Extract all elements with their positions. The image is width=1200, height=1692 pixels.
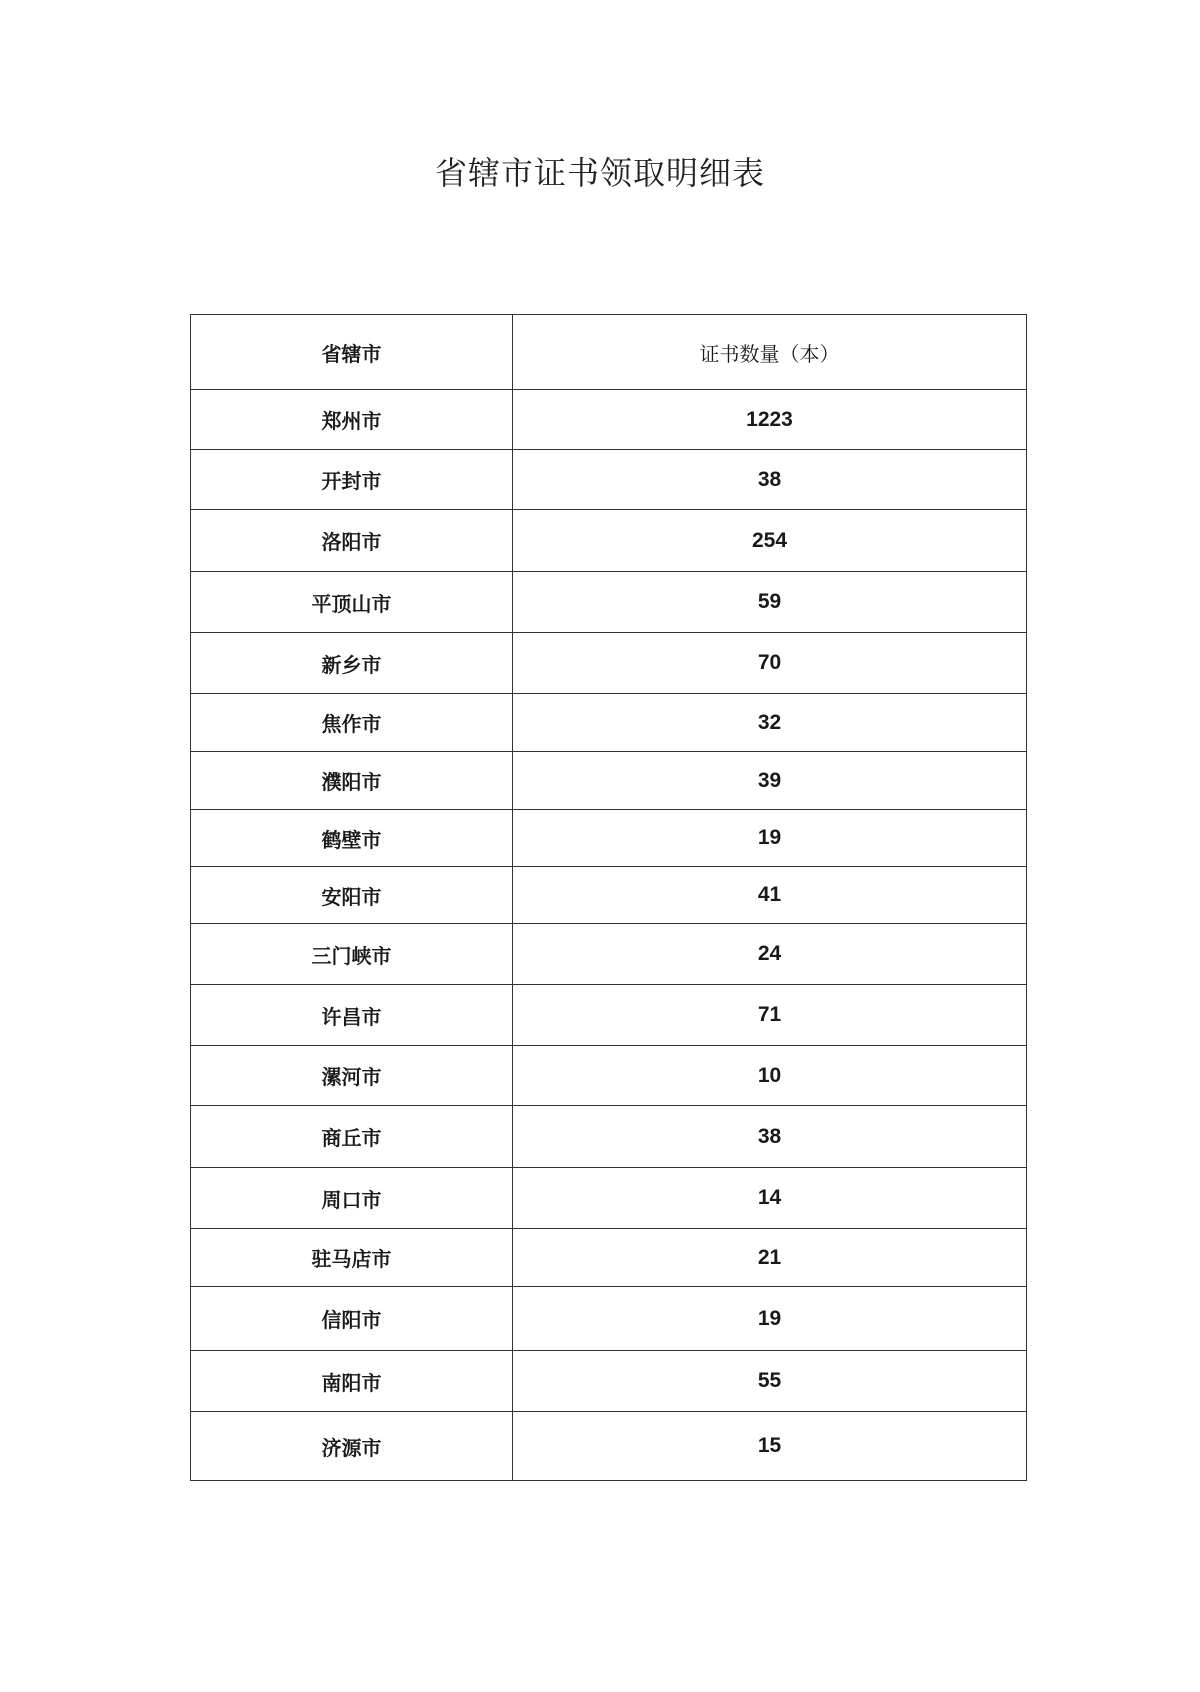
cell-count: 32 xyxy=(513,694,1027,752)
table-row xyxy=(191,1229,1027,1287)
table-row xyxy=(191,450,1027,510)
cell-count: 14 xyxy=(513,1168,1027,1229)
cell-city: 郑州市 xyxy=(191,390,513,450)
page-title: 省辖市证书领取明细表 xyxy=(434,154,765,192)
cell-city: 南阳市 xyxy=(191,1351,513,1412)
cell-city: 鹤壁市 xyxy=(191,810,513,867)
cell-city: 新乡市 xyxy=(191,633,513,694)
cell-city: 济源市 xyxy=(191,1412,513,1481)
cell-city: 濮阳市 xyxy=(191,752,513,810)
column-header-city: 省辖市 xyxy=(191,315,513,390)
table-row xyxy=(191,633,1027,694)
cell-city: 漯河市 xyxy=(191,1046,513,1106)
cell-count: 10 xyxy=(513,1046,1027,1106)
cell-count: 254 xyxy=(513,510,1027,572)
column-header-count: 证书数量（本） xyxy=(513,315,1027,390)
table-row xyxy=(191,752,1027,810)
cell-city: 商丘市 xyxy=(191,1106,513,1168)
cell-count: 15 xyxy=(513,1412,1027,1481)
table-row xyxy=(191,810,1027,867)
cell-count: 55 xyxy=(513,1351,1027,1412)
cell-count: 59 xyxy=(513,572,1027,633)
cell-city: 许昌市 xyxy=(191,985,513,1046)
table-header-row xyxy=(191,315,1027,390)
cell-city: 洛阳市 xyxy=(191,510,513,572)
cell-city: 平顶山市 xyxy=(191,572,513,633)
table-row xyxy=(191,1351,1027,1412)
cell-city: 安阳市 xyxy=(191,867,513,924)
table-row xyxy=(191,924,1027,985)
cell-count: 19 xyxy=(513,810,1027,867)
table-row xyxy=(191,572,1027,633)
table-row xyxy=(191,985,1027,1046)
cell-city: 开封市 xyxy=(191,450,513,510)
cell-city: 信阳市 xyxy=(191,1287,513,1351)
cell-count: 1223 xyxy=(513,390,1027,450)
table-row xyxy=(191,1168,1027,1229)
cell-count: 41 xyxy=(513,867,1027,924)
cell-city: 周口市 xyxy=(191,1168,513,1229)
table-body xyxy=(191,390,1027,1481)
cell-count: 24 xyxy=(513,924,1027,985)
cell-count: 71 xyxy=(513,985,1027,1046)
table-row xyxy=(191,694,1027,752)
table-row xyxy=(191,390,1027,450)
table-row xyxy=(191,867,1027,924)
certificate-table xyxy=(190,314,1027,1481)
cell-city: 三门峡市 xyxy=(191,924,513,985)
cell-count: 19 xyxy=(513,1287,1027,1351)
cell-count: 39 xyxy=(513,752,1027,810)
cell-city: 焦作市 xyxy=(191,694,513,752)
cell-count: 70 xyxy=(513,633,1027,694)
table-row xyxy=(191,1287,1027,1351)
cell-count: 38 xyxy=(513,1106,1027,1168)
table-row xyxy=(191,1046,1027,1106)
table-row xyxy=(191,510,1027,572)
cell-count: 38 xyxy=(513,450,1027,510)
cell-count: 21 xyxy=(513,1229,1027,1287)
cell-city: 驻马店市 xyxy=(191,1229,513,1287)
table-row xyxy=(191,1412,1027,1481)
table-row xyxy=(191,1106,1027,1168)
